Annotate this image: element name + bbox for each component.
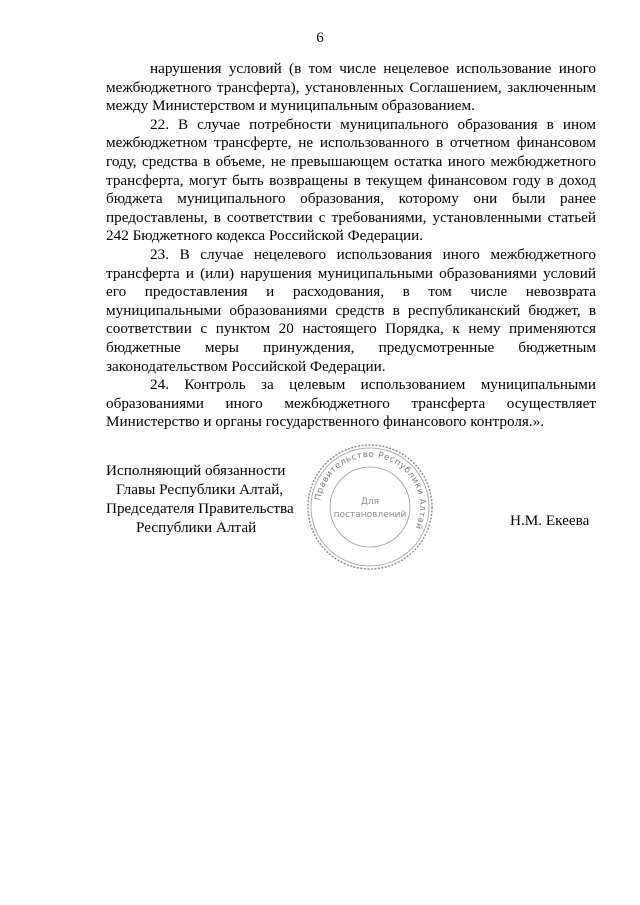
seal-inner-text: постановлений: [333, 510, 407, 520]
signatory-title: [106, 461, 316, 537]
seal-outer-text: Правительство Республики Алтай: [313, 449, 428, 532]
signatory-title-line: Исполняющий обязанности: [106, 462, 286, 479]
seal-inner-text: Для: [360, 497, 380, 507]
document-body: [106, 60, 596, 432]
paragraph-22: 22. В случае потребности муниципального образования в ином межбюджетном трансферте, не использованного в отчетном финансовом году, средства в объеме, не превышающем остатка иного межбюджетного трансферта, могут быть возвращены в текущем финансовом году в доход бюджета муниципального образования, которому они были ранее предоставлены, в соответствии с требованиями, установленными статьей 242 Бюджетного кодекса Российской Федерации.: [106, 115, 596, 245]
paragraph-24: 24. Контроль за целевым использованием муниципальными образованиями иного межбюджетного трансферта осуществляет Министерство и органы государственного финансового контроля.».: [106, 376, 596, 431]
signatory-name: Н.М. Екеева: [510, 512, 590, 529]
signatory-title-line: Республики Алтай: [136, 519, 257, 536]
page-number: 6: [316, 30, 324, 46]
signatory-title-line: Главы Республики Алтай,: [116, 481, 284, 498]
paragraph-continuation: нарушения условий (в том числе нецелевое использование иного межбюджетного трансферта), установленных Соглашением, заключенным между Министерством и муниципальным образованием.: [106, 60, 596, 115]
signatory-title-line: Председателя Правительства: [106, 500, 294, 517]
official-seal-stamp: [305, 442, 435, 572]
paragraph-23: 23. В случае нецелевого использования иного межбюджетного трансферта и (или) нарушения муниципальными образованиями условий его предоставления и расходования, в том числе невозврата муниципальными образованиями средств в республиканский бюджет, в соответствии с пунктом 20 настоящего Порядка, к нему применяются бюджетные меры принуждения, предусмотренные бюджетным законодательством Российской Федерации.: [106, 245, 596, 375]
